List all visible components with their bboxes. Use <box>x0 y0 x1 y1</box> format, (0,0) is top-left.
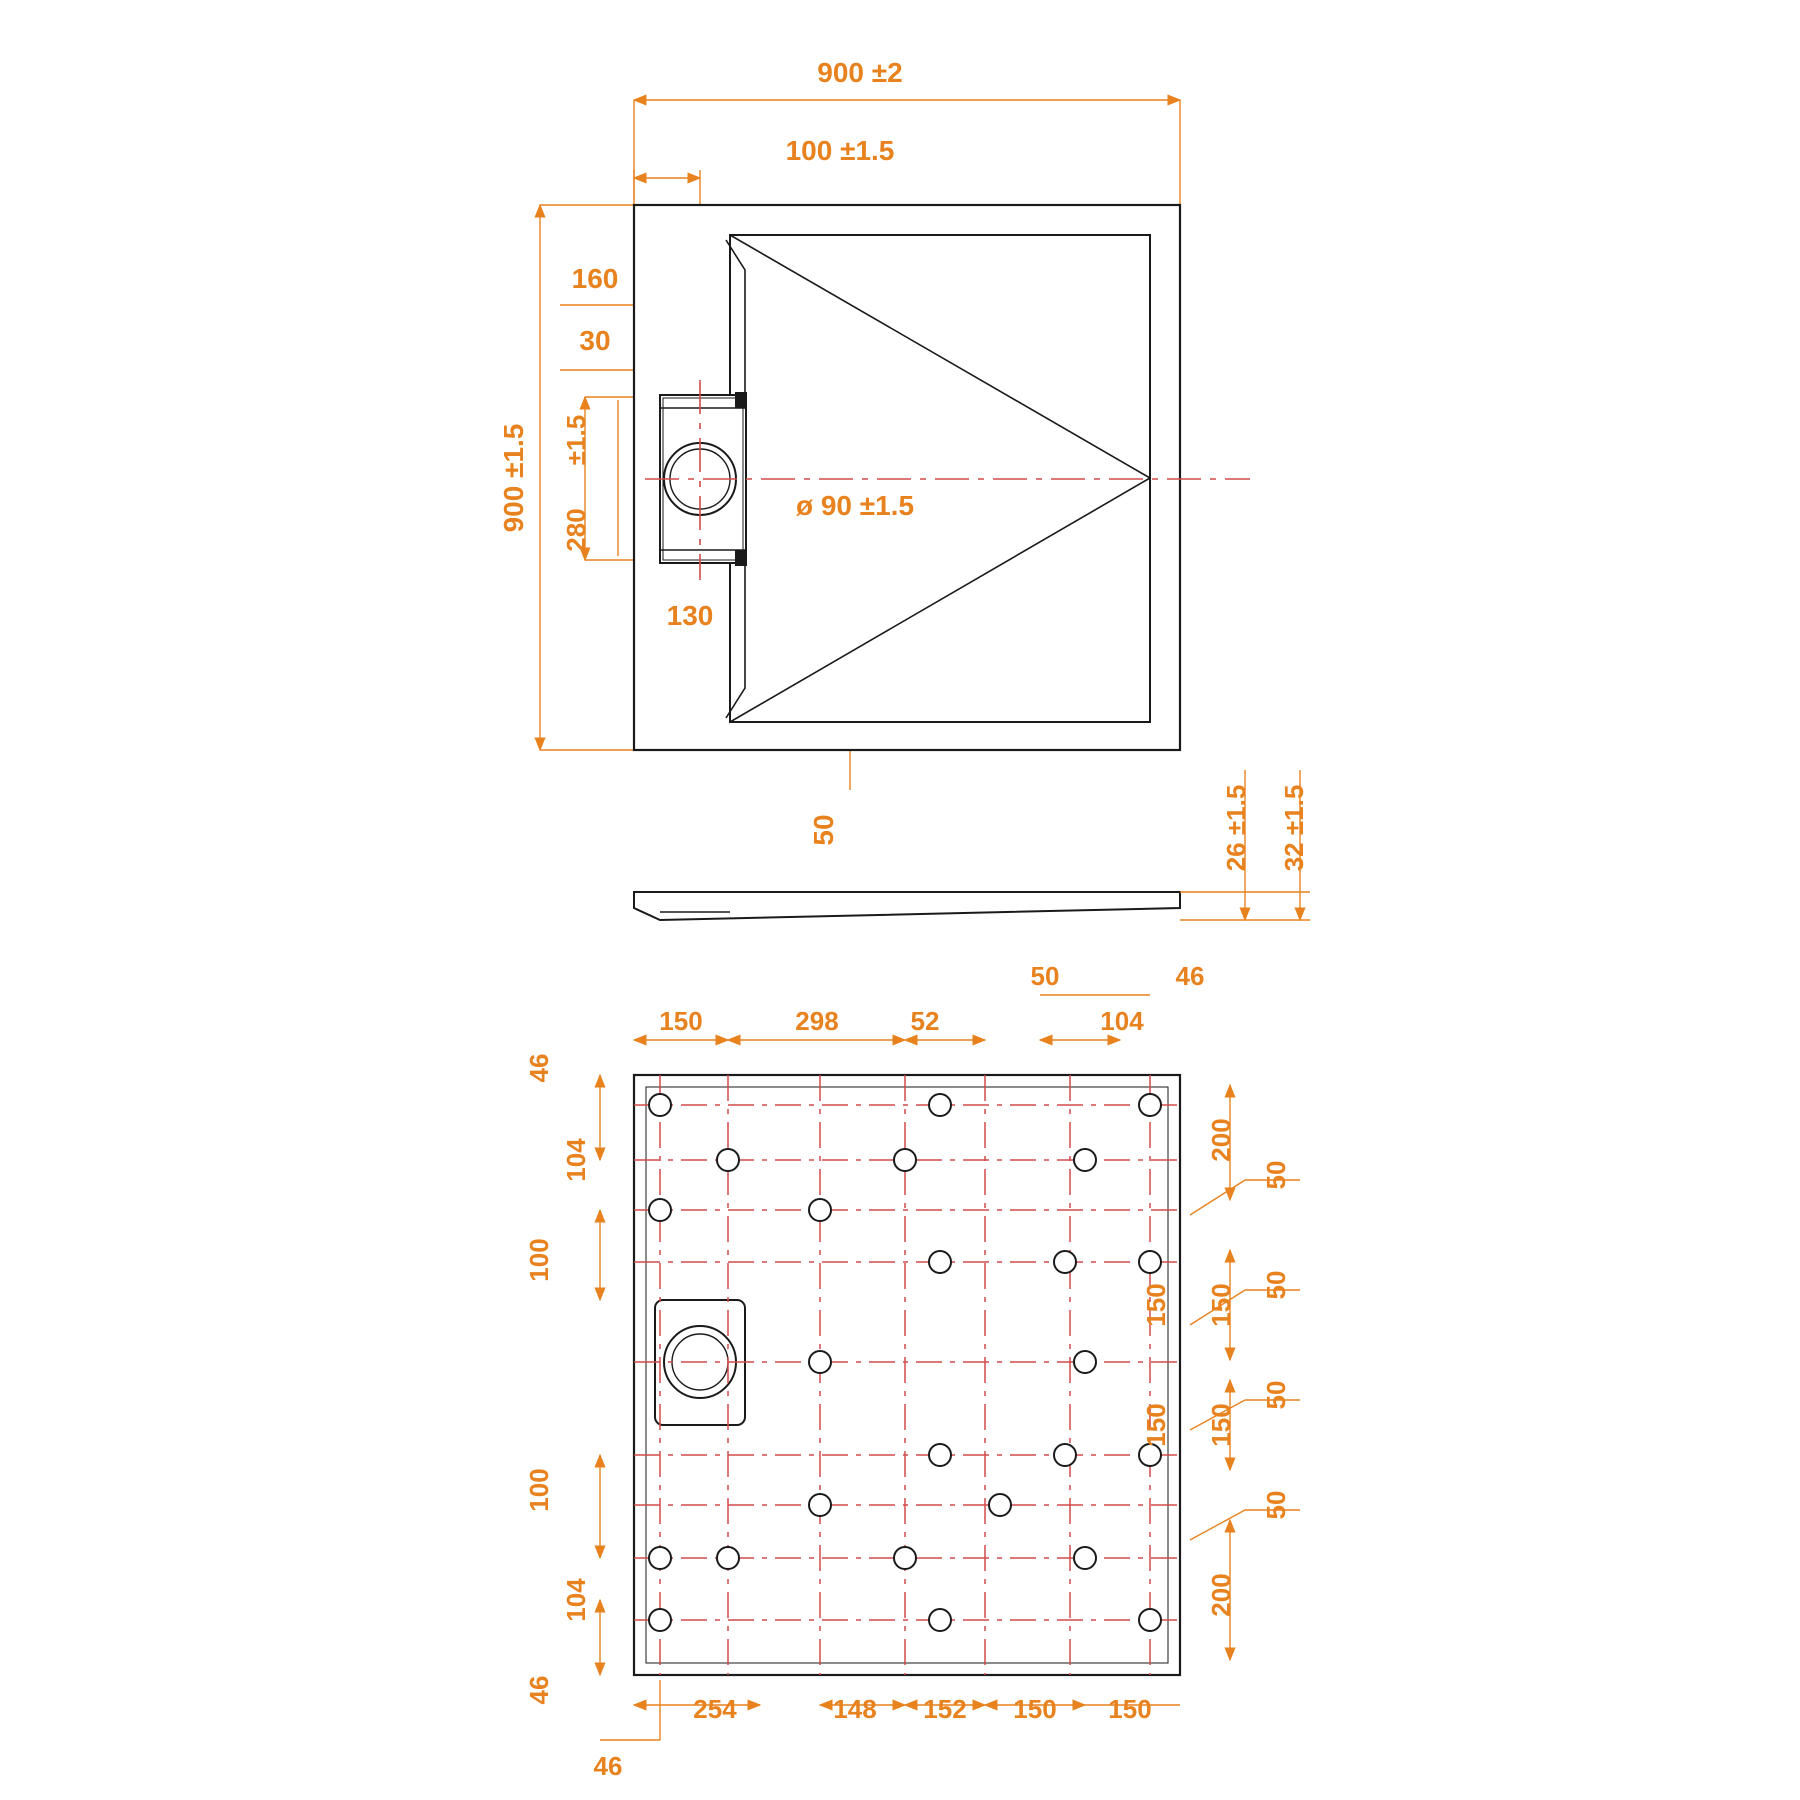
dim-thickness-32: 32 ±1.5 <box>1279 784 1309 872</box>
dim-thickness-26: 26 ±1.5 <box>1221 784 1251 872</box>
dim-b-bot-4: 150 <box>1108 1694 1152 1724</box>
dim-b-right-2: 150 <box>1206 1403 1236 1447</box>
dim-b-outer-0: 50 <box>1261 1160 1291 1190</box>
dim-b-right-0: 200 <box>1206 1118 1236 1162</box>
dim-b-right-1: 150 <box>1206 1283 1236 1327</box>
dim-b-bot-3: 150 <box>1013 1694 1057 1724</box>
dim-b-top-4: 104 <box>1100 1006 1144 1036</box>
dim-b-top-5: 46 <box>1175 961 1205 991</box>
dim-b-top-0: 150 <box>659 1006 703 1036</box>
dim-b-top-1: 298 <box>795 1006 839 1036</box>
dim-drain-diameter: ø 90 ±1.5 <box>795 490 915 521</box>
dim-b-left-0: 46 <box>524 1053 554 1083</box>
dim-b-left-5: 46 <box>524 1675 554 1705</box>
dim-overall-height: 900 ±1.5 <box>498 423 529 533</box>
dim-b-bottom-left: 46 <box>593 1751 623 1781</box>
dim-160: 160 <box>571 263 619 294</box>
dim-280: 280 <box>561 508 591 552</box>
dim-b-mid-150-b: 150 <box>1141 1403 1171 1447</box>
dim-b-left-3: 100 <box>524 1468 554 1512</box>
dim-b-left-1: 104 <box>561 1138 591 1182</box>
dim-b-left-2: 100 <box>524 1238 554 1282</box>
side-view-geometry <box>634 892 1180 920</box>
bottom-view-geometry <box>634 1075 1180 1675</box>
dim-130: 130 <box>666 600 714 631</box>
dim-b-mid-150-a: 150 <box>1141 1283 1171 1327</box>
dim-b-bot-2: 152 <box>923 1694 967 1724</box>
dim-b-bot-1: 148 <box>833 1694 877 1724</box>
dim-b-right-3: 200 <box>1206 1573 1236 1617</box>
dim-b-bot-0: 254 <box>693 1694 737 1724</box>
dim-30: 30 <box>579 325 611 356</box>
dim-50-top: 50 <box>808 814 839 846</box>
dim-channel-offset: 100 ±1.5 <box>785 135 895 166</box>
top-view-geometry <box>634 205 1180 750</box>
dim-b-top-2: 52 <box>910 1006 940 1036</box>
dim-b-outer-3: 50 <box>1261 1490 1291 1520</box>
dim-inner-tol: ±1.5 <box>561 414 591 466</box>
dim-overall-width: 900 ±2 <box>817 57 903 88</box>
dim-b-outer-1: 50 <box>1261 1270 1291 1300</box>
dim-b-left-4: 104 <box>561 1578 591 1622</box>
dim-b-outer-2: 50 <box>1261 1380 1291 1410</box>
dim-b-top-3: 50 <box>1030 961 1060 991</box>
